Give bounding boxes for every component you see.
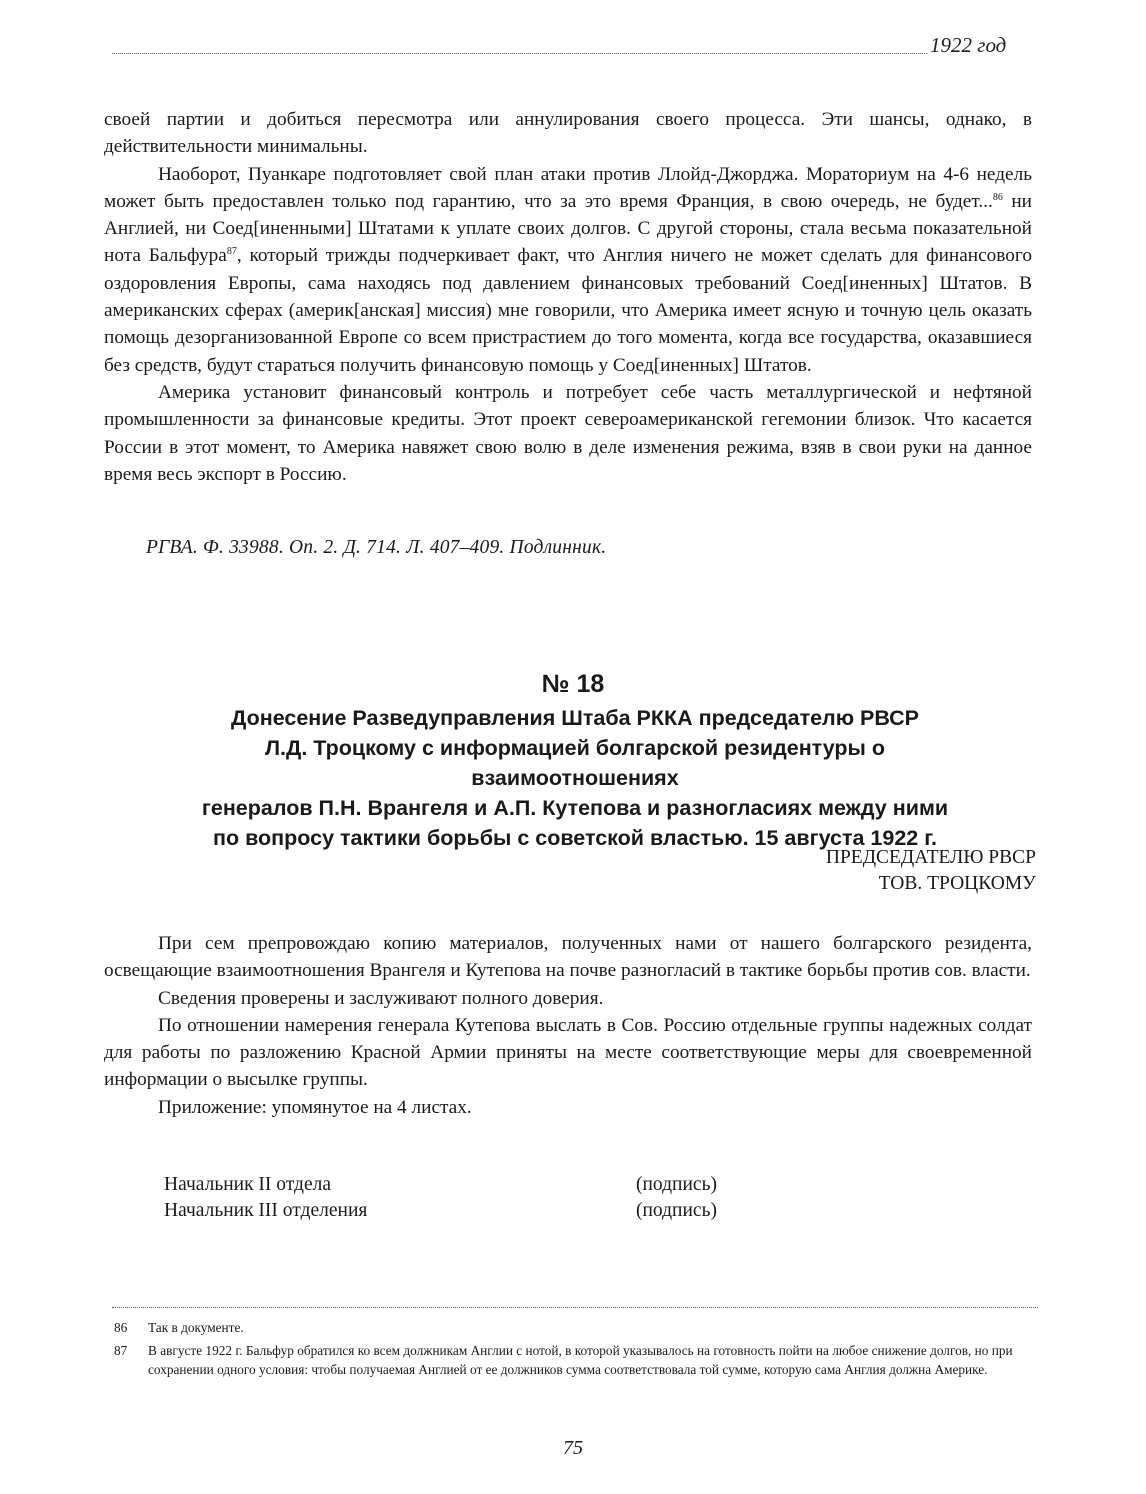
title-line: генералов П.Н. Врангеля и А.П. Кутепова и разногласиях между ними bbox=[201, 796, 949, 820]
addressee bbox=[826, 845, 1036, 897]
footnote bbox=[114, 1318, 1038, 1338]
footnotes bbox=[114, 1318, 1038, 1383]
paragraph-2-part-b: ни Англией, ни Соед[иненными] Штатами к уплате своих долгов. С другой стороны, стала весьма показательной нота Бальфура bbox=[104, 190, 1032, 267]
signature-row bbox=[164, 1198, 717, 1224]
signature-mark: (подпись) bbox=[636, 1200, 717, 1221]
footnote-number: 86 bbox=[114, 1320, 128, 1335]
footnote-text: Так в документе. bbox=[148, 1320, 244, 1335]
signature-mark: (подпись) bbox=[636, 1174, 717, 1195]
page-number: 75 bbox=[563, 1437, 583, 1459]
footnote-ref-86[interactable]: 86 bbox=[992, 191, 1003, 203]
body-paragraph: При сем препровождаю копию материалов, полученных нами от нашего болгарского резидента, освещающие взаимоотношения Врангеля и Кутепова на почве разногласий в тактике борьбы против сов. власти. bbox=[104, 933, 1032, 982]
body-paragraph: Сведения проверены и заслуживают полного доверия. bbox=[158, 987, 604, 1009]
document-title bbox=[180, 703, 970, 853]
paragraph-2 bbox=[104, 161, 1032, 379]
footnote-rule bbox=[112, 1307, 1038, 1308]
paragraph-1: своей партии и добиться пересмотра или аннулирования своего процесса. Эти шансы, однако, в действительности минимальны. bbox=[104, 109, 1032, 158]
running-header-year: 1922 год bbox=[930, 33, 1007, 57]
header-rule bbox=[112, 53, 927, 54]
addressee-line: ПРЕДСЕДАТЕЛЮ РВСР bbox=[825, 847, 1036, 868]
paragraph-2-part-a: Наоборот, Пуанкаре подготовляет свой план атаки против Ллойд-Джорджа. Мораториум на 4-6 недель может быть предоставлен только под гарантию, что за это время Франция, в свою очередь, не будет... bbox=[104, 163, 1032, 212]
document-body bbox=[104, 930, 1032, 1121]
footnote bbox=[114, 1341, 1038, 1380]
footnote-text: В августе 1922 г. Бальфур обратился ко всем должникам Англии с нотой, в которой указывалось на готовность пойти на любое снижение долгов, но при сохранении одного условия: чтобы получаемая Англией от ее должников сумма соответствовала той сумме, которую сама Англия должна Америке. bbox=[148, 1342, 1013, 1377]
document-number: № 18 bbox=[541, 670, 605, 698]
body-paragraph: Приложение: упомянутое на 4 листах. bbox=[158, 1096, 472, 1118]
title-line: по вопросу тактики борьбы с советской властью. 15 августа 1922 г. bbox=[213, 826, 937, 850]
footnote-number: 87 bbox=[114, 1342, 128, 1358]
paragraph-3: Америка установит финансовый контроль и потребует себе часть металлургической и нефтяной промышленности за финансовые кредиты. Этот проект североамериканской гегемонии близок. Что касается России в этот момент, то Америка навяжет свою волю в деле изменения режима, взяв в свои руки на данное время весь экспорт в Россию. bbox=[104, 381, 1032, 485]
archive-source: РГВА. Ф. 33988. Оп. 2. Д. 714. Л. 407–409. Подлинник. bbox=[146, 537, 607, 558]
title-line: Л.Д. Троцкому с информацией болгарской резидентуры о взаимоотношениях bbox=[264, 736, 886, 790]
title-line: Донесение Разведуправления Штаба РККА председателю РВСР bbox=[231, 706, 919, 730]
footnote-ref-87[interactable]: 87 bbox=[226, 246, 237, 258]
body-paragraph: По отношении намерения генерала Кутепова выслать в Сов. Россию отдельные группы надежных солдат для работы по разложению Красной Армии приняты на месте соответствующие меры для своевременной информации о высылке группы. bbox=[104, 1014, 1032, 1091]
addressee-line: ТОВ. ТРОЦКОМУ bbox=[878, 873, 1036, 894]
signature-position: Начальник II отдела bbox=[164, 1174, 332, 1195]
signature-row bbox=[164, 1172, 717, 1198]
signature-block bbox=[164, 1172, 717, 1224]
signature-position: Начальник III отделения bbox=[164, 1200, 368, 1221]
continued-text bbox=[104, 106, 1032, 488]
paragraph-2-part-c: , который трижды подчеркивает факт, что Англия ничего не может сделать для финансового оздоровления Европы, сама находясь под давлением финансовых требований Соед[иненных] Штатов. В американских сферах (америк[анская] миссия) мне говорили, что Америка имеет ясную и точную цель оказать помощь дезорганизованной Европе со всем пристрастием до того момента, когда все государства, оказавшиеся без средств, будут стараться получить финансовую помощь у Соед[иненных] Штатов. bbox=[104, 245, 1032, 376]
